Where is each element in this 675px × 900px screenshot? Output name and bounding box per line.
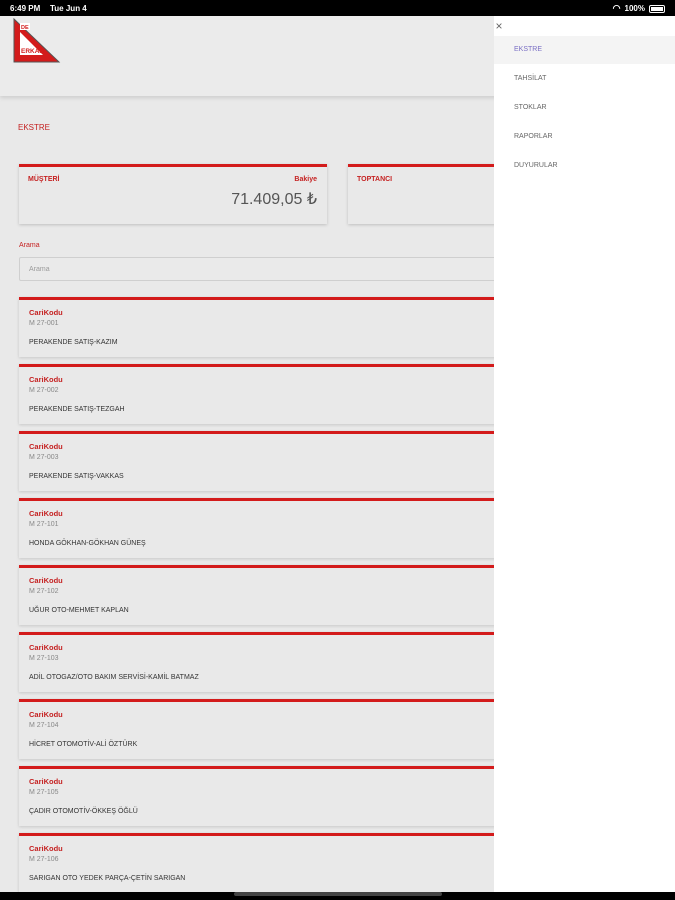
battery-percent: 100% [624, 4, 645, 13]
drawer-item-raporlar[interactable]: RAPORLAR [514, 133, 553, 140]
customer-name: SARIGAN OTO YEDEK PARÇA-ÇETİN SARIGAN [29, 875, 186, 882]
customer-list-item[interactable] [19, 699, 559, 759]
customer-list-item[interactable] [19, 632, 559, 692]
customer-code: M 27-104 [29, 722, 59, 729]
search-input[interactable] [19, 257, 559, 281]
drawer-item-tahsi-lat[interactable]: TAHSİLAT [514, 75, 547, 82]
customer-code: M 27-001 [29, 320, 59, 327]
customer-name: HONDA GÖKHAN-GÖKHAN GÜNEŞ [29, 540, 146, 547]
cari-kodu-label: CariKodu [29, 308, 63, 317]
customer-list-item[interactable] [19, 364, 559, 424]
customer-list-item[interactable] [19, 297, 559, 357]
status-right [613, 3, 665, 14]
cari-kodu-label: CariKodu [29, 442, 63, 451]
cari-kodu-label: CariKodu [29, 375, 63, 384]
customer-code: M 27-003 [29, 454, 59, 461]
customer-list-item[interactable] [19, 766, 559, 826]
battery-icon [649, 5, 665, 13]
page-title: EKSTRE [18, 123, 51, 132]
customer-code: M 27-106 [29, 856, 59, 863]
cari-kodu-label: CariKodu [29, 844, 63, 853]
home-indicator [234, 892, 442, 896]
customer-list-item[interactable] [19, 833, 559, 892]
close-icon[interactable]: × [495, 19, 503, 33]
customer-list-item[interactable] [19, 431, 559, 491]
customer-list-item[interactable] [19, 498, 559, 558]
customer-code: M 27-101 [29, 521, 59, 528]
cari-kodu-label: CariKodu [29, 576, 63, 585]
wifi-icon: ◠ [612, 3, 621, 13]
musteri-card[interactable] [19, 164, 327, 224]
toptanci-label: TOPTANCI [357, 176, 393, 183]
drawer-item-stoklar[interactable]: STOKLAR [514, 104, 547, 111]
customer-name: ADİL OTOGAZ/OTO BAKIM SERVİSİ-KAMİL BATMAZ [29, 674, 199, 681]
customer-name: HİCRET OTOMOTİV-ALİ ÖZTÜRK [29, 741, 138, 748]
customer-code: M 27-103 [29, 655, 59, 662]
customer-list-item[interactable] [19, 565, 559, 625]
drawer-item-duyurular[interactable]: DUYURULAR [514, 162, 558, 169]
drawer-item-ekstre[interactable]: EKSTRE [494, 36, 675, 64]
status-date: Tue Jun 4 [50, 4, 87, 13]
navigation-drawer [494, 16, 675, 892]
cari-kodu-label: CariKodu [29, 710, 63, 719]
customer-name: UĞUR OTO-MEHMET KAPLAN [29, 607, 129, 614]
logo-text: ERKAN [21, 48, 45, 55]
cari-kodu-label: CariKodu [29, 643, 63, 652]
logo-prefix: DE [21, 25, 29, 31]
customer-code: M 27-102 [29, 588, 59, 595]
search-label: Arama [19, 242, 40, 249]
customer-code: M 27-105 [29, 789, 59, 796]
customer-name: ÇADIR OTOMOTİV-ÖKKEŞ ÖĞLÜ [29, 808, 138, 815]
bakiye-amount: 71.409,05 ₺ [231, 191, 317, 208]
status-time: 6:49 PM [10, 4, 41, 13]
musteri-label: MÜŞTERİ [28, 176, 60, 183]
customer-code: M 27-002 [29, 387, 59, 394]
cari-kodu-label: CariKodu [29, 509, 63, 518]
customer-name: PERAKENDE SATIŞ-TEZGAH [29, 406, 125, 413]
customer-name: PERAKENDE SATIŞ-VAKKAS [29, 473, 124, 480]
bakiye-label: Bakiye [294, 176, 317, 183]
cari-kodu-label: CariKodu [29, 777, 63, 786]
status-bar [0, 0, 675, 16]
customer-name: PERAKENDE SATIŞ-KAZIM [29, 339, 118, 346]
company-logo [13, 18, 61, 64]
